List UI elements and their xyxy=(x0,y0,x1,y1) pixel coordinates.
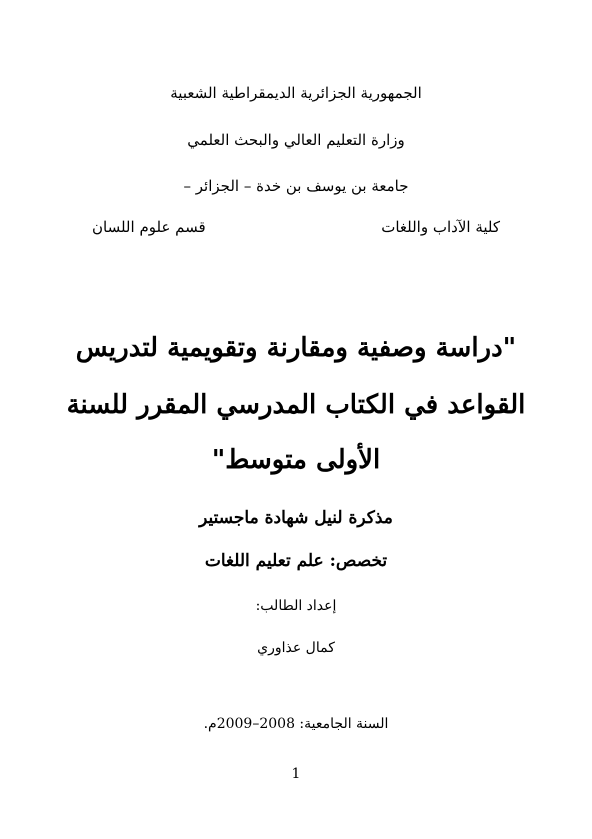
ministry-heading: وزارة التعليم العالي والبحث العلمي xyxy=(187,131,405,149)
degree-statement: مذكرة لنيل شهادة ماجستير xyxy=(199,508,393,528)
university-heading: جامعة بن يوسف بن خدة – الجزائر – xyxy=(183,177,409,195)
author-name: كمال عذاوري xyxy=(257,640,335,656)
department-name: قسم علوم اللسان xyxy=(92,218,206,236)
specialty-statement: تخصص: علم تعليم اللغات xyxy=(204,551,388,571)
thesis-title-line-3: الأولى متوسط" xyxy=(211,445,381,475)
page-number: 1 xyxy=(291,766,301,782)
republic-heading: الجمهورية الجزائرية الديمقراطية الشعبية xyxy=(170,84,422,102)
thesis-title-line-2: القواعد في الكتاب المدرسي المقرر للسنة xyxy=(66,390,526,420)
faculty-name: كلية الآداب واللغات xyxy=(381,218,500,236)
thesis-title-line-1: "دراسة وصفية ومقارنة وتقويمية لتدريس xyxy=(75,333,517,363)
academic-year: السنة الجامعية: 2008–2009م. xyxy=(203,716,389,732)
author-label: إعداد الطالب: xyxy=(255,598,337,614)
